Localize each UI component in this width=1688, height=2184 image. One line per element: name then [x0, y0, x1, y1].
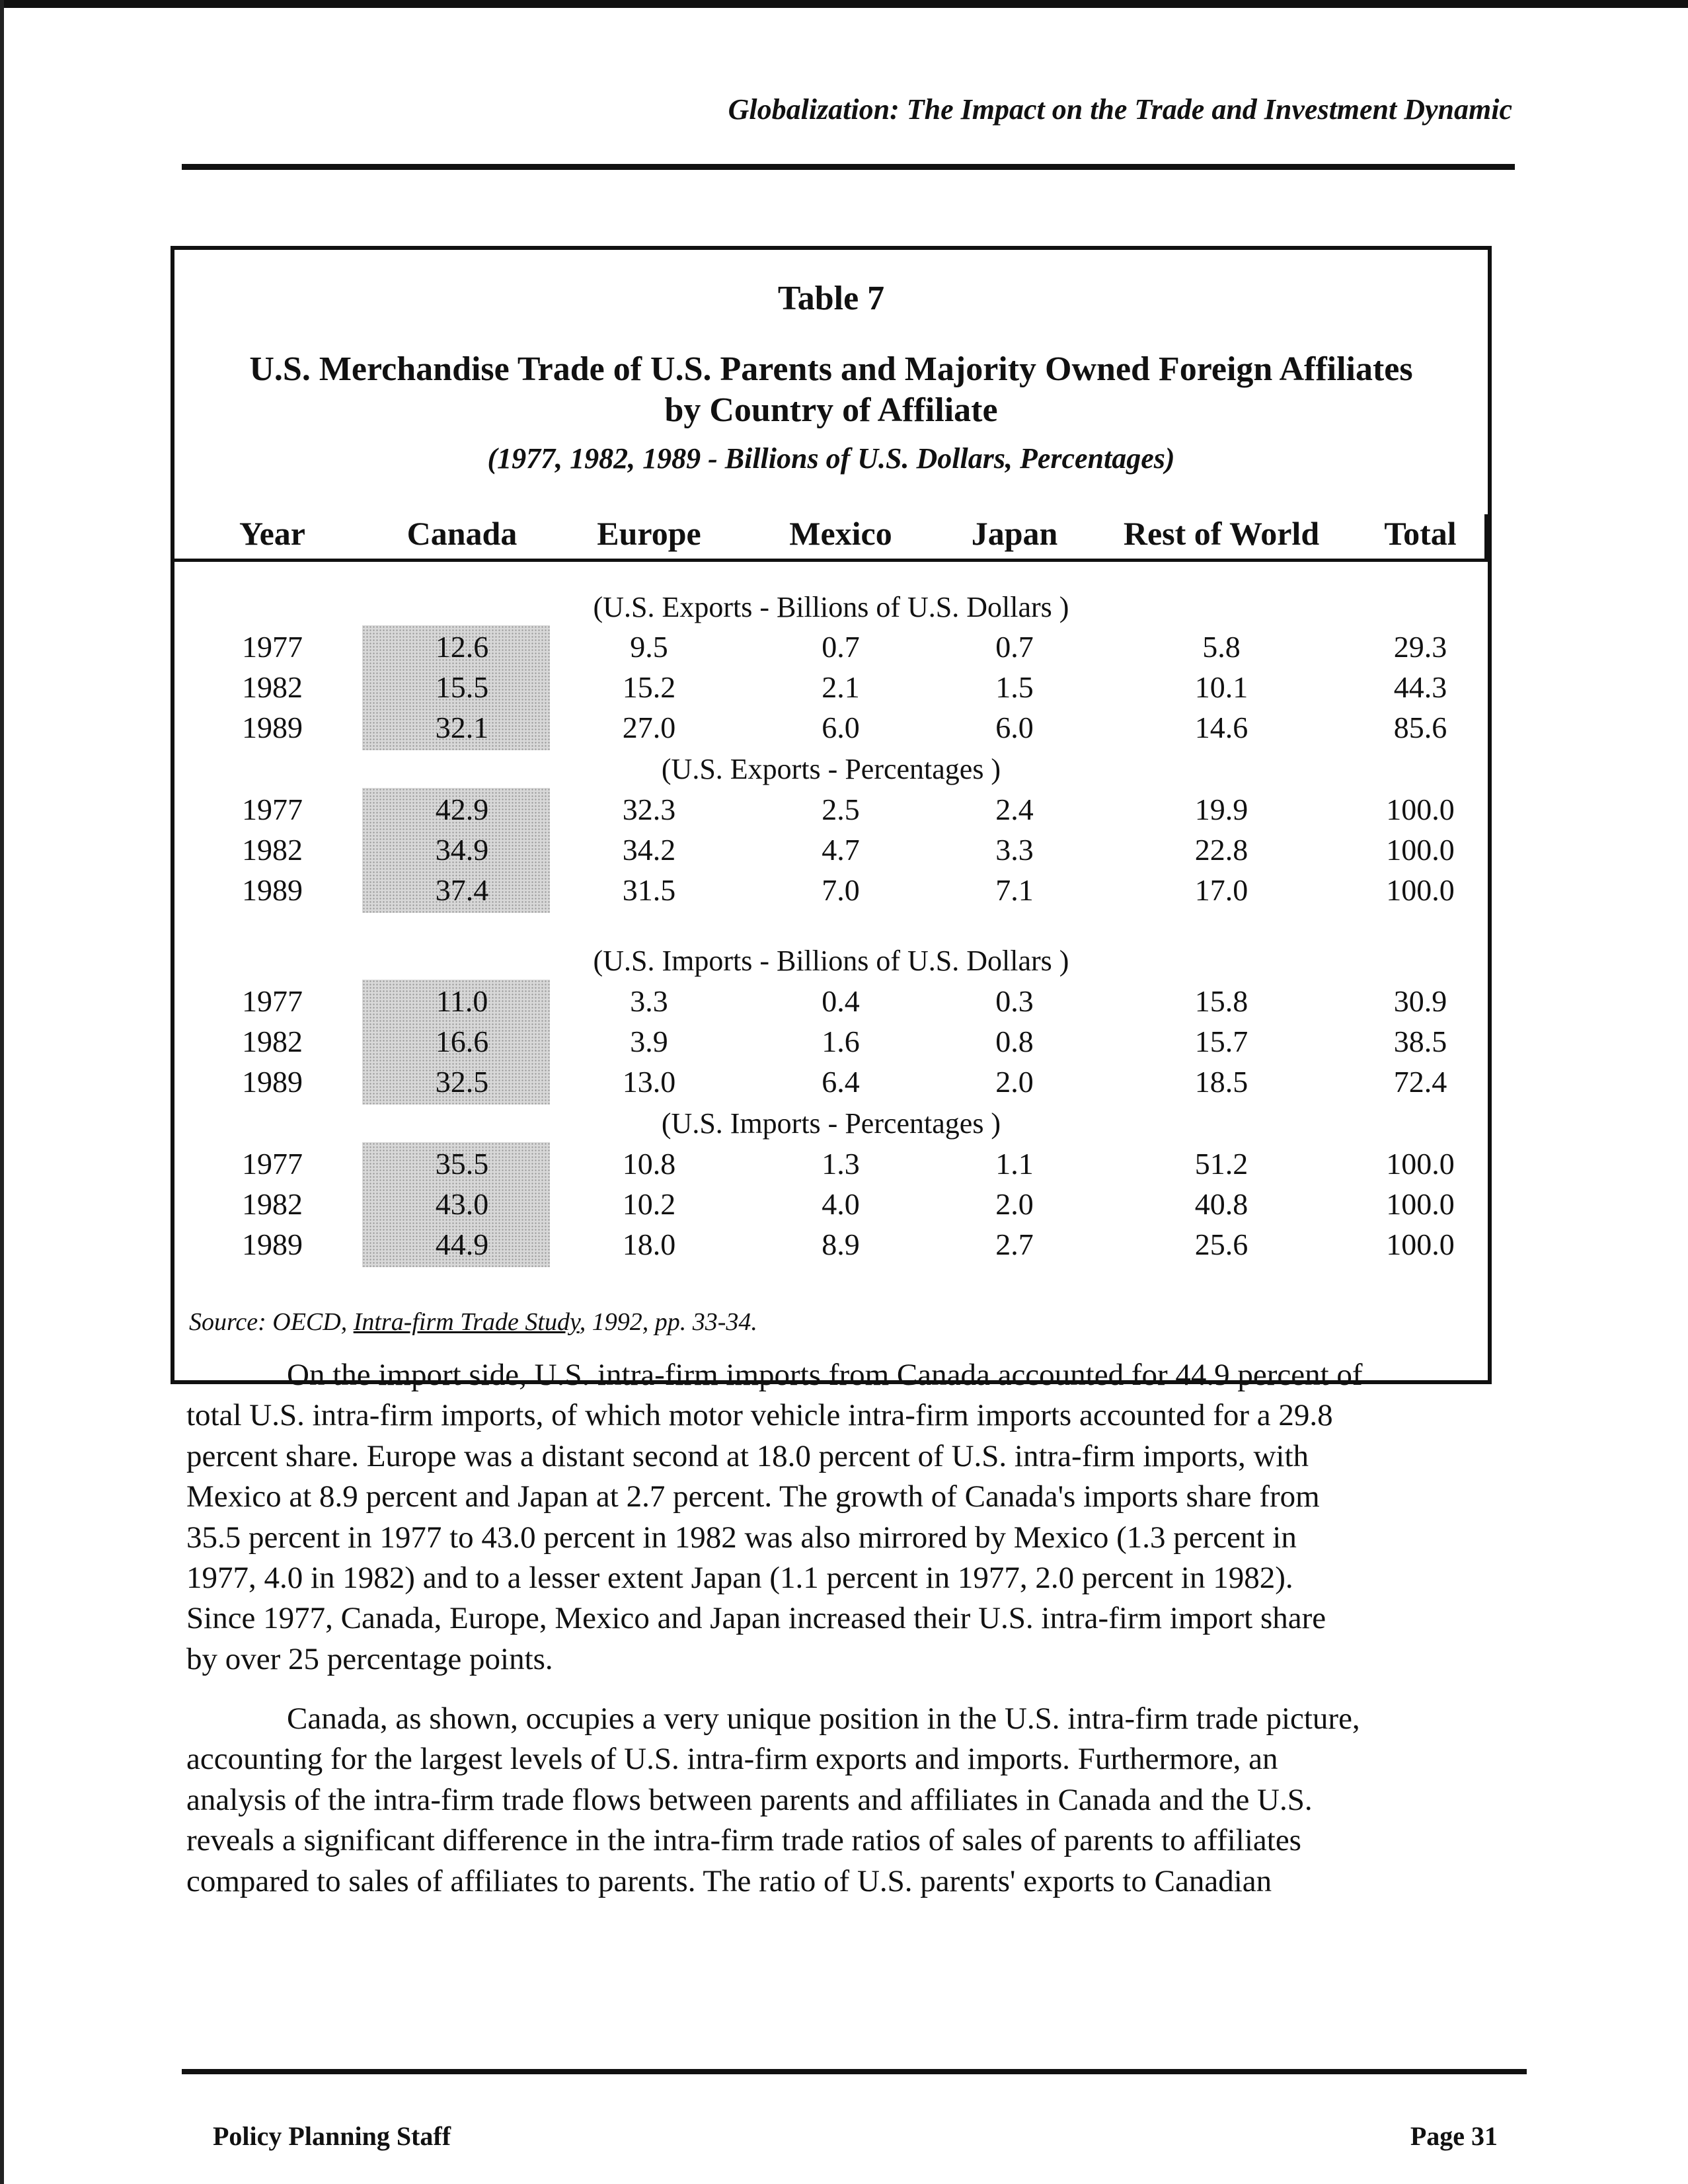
cell-total: 44.3	[1393, 670, 1447, 704]
header-rule	[182, 164, 1515, 170]
cell-europe: 3.3	[630, 984, 668, 1018]
cell-mexico: 0.7	[822, 630, 860, 664]
cell-total: 29.3	[1393, 630, 1447, 664]
cell-canada: 35.5	[435, 1147, 489, 1181]
table-subtitle: (1977, 1982, 1989 - Billions of U.S. Dollars, Percentages)	[487, 442, 1175, 475]
cell-europe: 15.2	[622, 670, 676, 704]
cell-rest-of-world: 19.9	[1194, 793, 1248, 826]
section-heading: (U.S. Exports - Percentages )	[661, 753, 1001, 785]
cell-mexico: 4.7	[822, 833, 860, 867]
cell-europe: 27.0	[622, 711, 676, 744]
footer-rule	[182, 2069, 1527, 2074]
table-source	[189, 1307, 757, 1337]
cell-mexico: 7.0	[822, 873, 860, 907]
section-heading: (U.S. Imports - Billions of U.S. Dollars )	[593, 945, 1069, 977]
cell-europe: 31.5	[622, 873, 676, 907]
cell-total: 100.0	[1386, 833, 1455, 867]
cell-year: 1989	[242, 711, 303, 744]
cell-year: 1982	[242, 1025, 303, 1058]
cell-europe: 9.5	[630, 630, 668, 664]
cell-europe: 32.3	[622, 793, 676, 826]
cell-japan: 2.0	[995, 1187, 1034, 1221]
column-header-rule	[174, 559, 1488, 562]
scan-left-edge	[0, 0, 4, 2184]
cell-year: 1989	[242, 1065, 303, 1099]
paragraph-1	[186, 1355, 1528, 1680]
cell-mexico: 0.4	[822, 984, 860, 1018]
cell-rest-of-world: 14.6	[1194, 711, 1248, 744]
cell-europe: 34.2	[622, 833, 676, 867]
cell-canada: 42.9	[435, 793, 489, 826]
source-suffix: , 1992, pp. 33-34.	[579, 1308, 757, 1336]
cell-year: 1977	[242, 984, 303, 1018]
column-header-mexico: Mexico	[789, 515, 892, 552]
cell-rest-of-world: 5.8	[1202, 630, 1241, 664]
cell-canada: 34.9	[435, 833, 489, 867]
cell-year: 1989	[242, 873, 303, 907]
cell-rest-of-world: 22.8	[1194, 833, 1248, 867]
source-prefix: Source: OECD,	[189, 1308, 354, 1336]
paragraph-line: Mexico at 8.9 percent and Japan at 2.7 percent. The growth of Canada's imports share from	[186, 1479, 1320, 1514]
cell-europe: 18.0	[622, 1228, 676, 1261]
column-header-canada: Canada	[406, 515, 518, 552]
footer-left: Policy Planning Staff	[213, 2121, 451, 2151]
cell-rest-of-world: 15.7	[1194, 1025, 1248, 1058]
cell-japan: 6.0	[995, 711, 1034, 744]
paragraph-line: total U.S. intra-firm imports, of which motor vehicle intra-firm imports accounted for a 29.8	[186, 1398, 1333, 1433]
cell-total: 30.9	[1393, 984, 1447, 1018]
column-header-right-border	[1484, 514, 1488, 561]
table-number: Table 7	[777, 280, 885, 317]
paragraph-line: On the import side, U.S. intra-firm imports from Canada accounted for 44.9 percent of	[287, 1358, 1363, 1392]
cell-canada: 37.4	[435, 873, 489, 907]
cell-japan: 2.4	[995, 793, 1034, 826]
cell-rest-of-world: 25.6	[1194, 1228, 1248, 1261]
cell-mexico: 8.9	[822, 1228, 860, 1261]
cell-total: 100.0	[1386, 793, 1455, 826]
cell-japan: 2.0	[995, 1065, 1034, 1099]
cell-mexico: 6.4	[822, 1065, 860, 1099]
table-7-box	[171, 246, 1492, 1384]
cell-year: 1989	[242, 1228, 303, 1261]
cell-canada: 12.6	[435, 630, 489, 664]
cell-japan: 3.3	[995, 833, 1034, 867]
cell-year: 1977	[242, 1147, 303, 1181]
cell-canada: 32.5	[435, 1065, 489, 1099]
cell-total: 100.0	[1386, 1187, 1455, 1221]
cell-europe: 13.0	[622, 1065, 676, 1099]
column-header-year: Year	[239, 515, 305, 552]
column-header-europe: Europe	[597, 515, 701, 552]
cell-rest-of-world: 15.8	[1194, 984, 1248, 1018]
cell-mexico: 4.0	[822, 1187, 860, 1221]
cell-total: 85.6	[1393, 711, 1447, 744]
running-header: Globalization: The Impact on the Trade and Investment Dynamic	[728, 93, 1512, 126]
cell-total: 100.0	[1386, 1228, 1455, 1261]
paragraph-line: reveals a significant difference in the intra-firm trade ratios of sales of parents to affiliates	[186, 1823, 1301, 1858]
cell-total: 100.0	[1386, 1147, 1455, 1181]
cell-japan: 1.1	[995, 1147, 1034, 1181]
paragraph-line: analysis of the intra-firm trade flows between parents and affiliates in Canada and the U.S.	[186, 1782, 1313, 1817]
cell-mexico: 2.1	[822, 670, 860, 704]
cell-japan: 7.1	[995, 873, 1034, 907]
paragraph-line: 1977, 4.0 in 1982) and to a lesser extent Japan (1.1 percent in 1977, 2.0 percent in 1982).	[186, 1561, 1293, 1596]
cell-europe: 10.8	[622, 1147, 676, 1181]
cell-total: 72.4	[1393, 1065, 1447, 1099]
cell-mexico: 1.3	[822, 1147, 860, 1181]
cell-japan: 1.5	[995, 670, 1034, 704]
cell-europe: 3.9	[630, 1025, 668, 1058]
section-heading: (U.S. Exports - Billions of U.S. Dollars )	[593, 591, 1069, 623]
cell-year: 1982	[242, 833, 303, 867]
cell-japan: 2.7	[995, 1228, 1034, 1261]
cell-canada: 43.0	[435, 1187, 489, 1221]
cell-year: 1977	[242, 793, 303, 826]
cell-rest-of-world: 40.8	[1194, 1187, 1248, 1221]
cell-canada: 15.5	[435, 670, 489, 704]
cell-rest-of-world: 10.1	[1194, 670, 1248, 704]
cell-year: 1982	[242, 670, 303, 704]
table-title-line-2: by Country of Affiliate	[664, 391, 998, 429]
table-title-line-1: U.S. Merchandise Trade of U.S. Parents and Majority Owned Foreign Affiliates	[249, 350, 1413, 388]
cell-europe: 10.2	[622, 1187, 676, 1221]
paragraph-2	[186, 1699, 1528, 1902]
section-heading: (U.S. Imports - Percentages )	[661, 1107, 1001, 1140]
cell-canada: 44.9	[435, 1228, 489, 1261]
column-header-rest-of-world: Rest of World	[1123, 515, 1320, 552]
scan-top-border	[0, 0, 1688, 8]
table-title	[174, 349, 1488, 431]
cell-mexico: 1.6	[822, 1025, 860, 1058]
column-header-japan: Japan	[971, 515, 1058, 552]
cell-japan: 0.3	[995, 984, 1034, 1018]
footer-page-number: Page 31	[1410, 2121, 1498, 2151]
cell-japan: 0.8	[995, 1025, 1034, 1058]
cell-total: 100.0	[1386, 873, 1455, 907]
cell-year: 1982	[242, 1187, 303, 1221]
cell-japan: 0.7	[995, 630, 1034, 664]
source-title: Intra-firm Trade Study	[353, 1308, 580, 1336]
column-header-total: Total	[1384, 515, 1457, 552]
paragraph-line: compared to sales of affiliates to parents. The ratio of U.S. parents' exports to Canadian	[186, 1863, 1272, 1898]
cell-rest-of-world: 51.2	[1194, 1147, 1248, 1181]
paragraph-line: Since 1977, Canada, Europe, Mexico and Japan increased their U.S. intra-firm import share	[186, 1601, 1326, 1636]
paragraph-line: accounting for the largest levels of U.S. intra-firm exports and imports. Furthermore, an	[186, 1742, 1278, 1777]
cell-rest-of-world: 17.0	[1194, 873, 1248, 907]
cell-canada: 32.1	[435, 711, 489, 744]
cell-total: 38.5	[1393, 1025, 1447, 1058]
paragraph-line: Canada, as shown, occupies a very unique position in the U.S. intra-firm trade picture,	[287, 1701, 1360, 1736]
cell-mexico: 6.0	[822, 711, 860, 744]
cell-canada: 16.6	[435, 1025, 489, 1058]
paragraph-line: by over 25 percentage points.	[186, 1641, 553, 1676]
cell-rest-of-world: 18.5	[1194, 1065, 1248, 1099]
cell-canada: 11.0	[436, 984, 488, 1018]
cell-year: 1977	[242, 630, 303, 664]
cell-mexico: 2.5	[822, 793, 860, 826]
paragraph-line: 35.5 percent in 1977 to 43.0 percent in 1982 was also mirrored by Mexico (1.3 percent in	[186, 1520, 1297, 1555]
paragraph-line: percent share. Europe was a distant second at 18.0 percent of U.S. intra-firm imports, with	[186, 1438, 1309, 1473]
